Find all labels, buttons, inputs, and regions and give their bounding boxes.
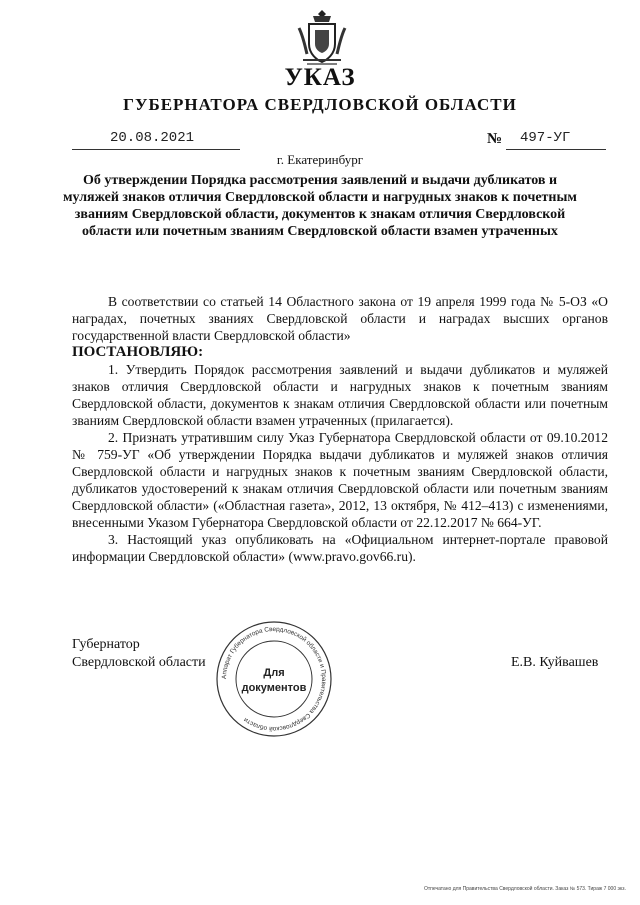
issuer-title: ГУБЕРНАТОРА СВЕРДЛОВСКОЙ ОБЛАСТИ: [123, 95, 517, 114]
decree-number: 497-УГ: [520, 130, 571, 146]
decree-heading: Об утверждении Порядка рассмотрения заявлений и выдачи дубликатов и муляжей знаков отличия Свердловской области и нагрудных знаков к почетным званиям Свердловской области, документов к знакам отличия Свердловской области или почетным званиям Свердловской области взамен утраченных: [63, 173, 577, 239]
number-label: №: [487, 131, 503, 147]
official-stamp: [215, 620, 333, 738]
date-underline: [72, 149, 240, 150]
clause-2: 2. Признать утратившим силу Указ Губернатора Свердловской области от 09.10.2012 № 759-УГ «Об утверждении Порядка выдачи дубликатов и муляжей знаков отличия Свердловской области и нагрудных знаков к почетным званиям Свердловской области, дубликатов удостоверений к знакам отличия Свердловской области или почетным званиям Свердловской области» («Областная газета», 2012, 13 октября, № 412–413) с изменениями, внесенными Указом Губернатора Свердловской области от 22.12.2017 № 664-УГ.: [72, 430, 608, 530]
coat-of-arms-icon: [295, 6, 349, 68]
stamp-ring-text: Аппарат Губернатора Свердловской области и Правительства Свердловской области: [220, 625, 328, 733]
signatory-position: [72, 636, 206, 672]
stamp-center-line-2: документов: [241, 682, 307, 694]
number-underline: [506, 149, 606, 150]
clause-1: 1. Утвердить Порядок рассмотрения заявлений и выдачи дубликатов и муляжей знаков отличия Свердловской области и нагрудных знаков к почетным званиям Свердловской области, документов к знакам отличия Свердловской области или почетным званиям Свердловской области взамен утраченных (прилагается).: [72, 362, 608, 428]
signatory-name: Е.В. Куйвашев: [511, 655, 599, 670]
print-footer: Отпечатано для Правительства Свердловской области. Заказ № 573. Тираж 7 000 экз.: [424, 886, 626, 892]
decree-date: 20.08.2021: [110, 130, 195, 146]
preamble: В соответствии со статьей 14 Областного закона от 19 апреля 1999 года № 5-ОЗ «О наградах, почетных званиях Свердловской области и наградах высших органов государственной власти Свердловской области»: [72, 294, 608, 343]
clause-3: 3. Настоящий указ опубликовать на «Официальном интернет-портале правовой информации Свердловской области» (www.pravo.gov66.ru).: [72, 532, 608, 564]
postanovlyayu: ПОСТАНОВЛЯЮ:: [72, 344, 204, 360]
decree-body: [72, 293, 608, 565]
document-type-title: УКАЗ: [284, 64, 356, 91]
position-line-1: Губернатор: [72, 637, 140, 652]
city: г. Екатеринбург: [276, 152, 364, 167]
stamp-center-line-1: Для: [263, 667, 285, 679]
position-line-2: Свердловской области: [72, 655, 206, 670]
